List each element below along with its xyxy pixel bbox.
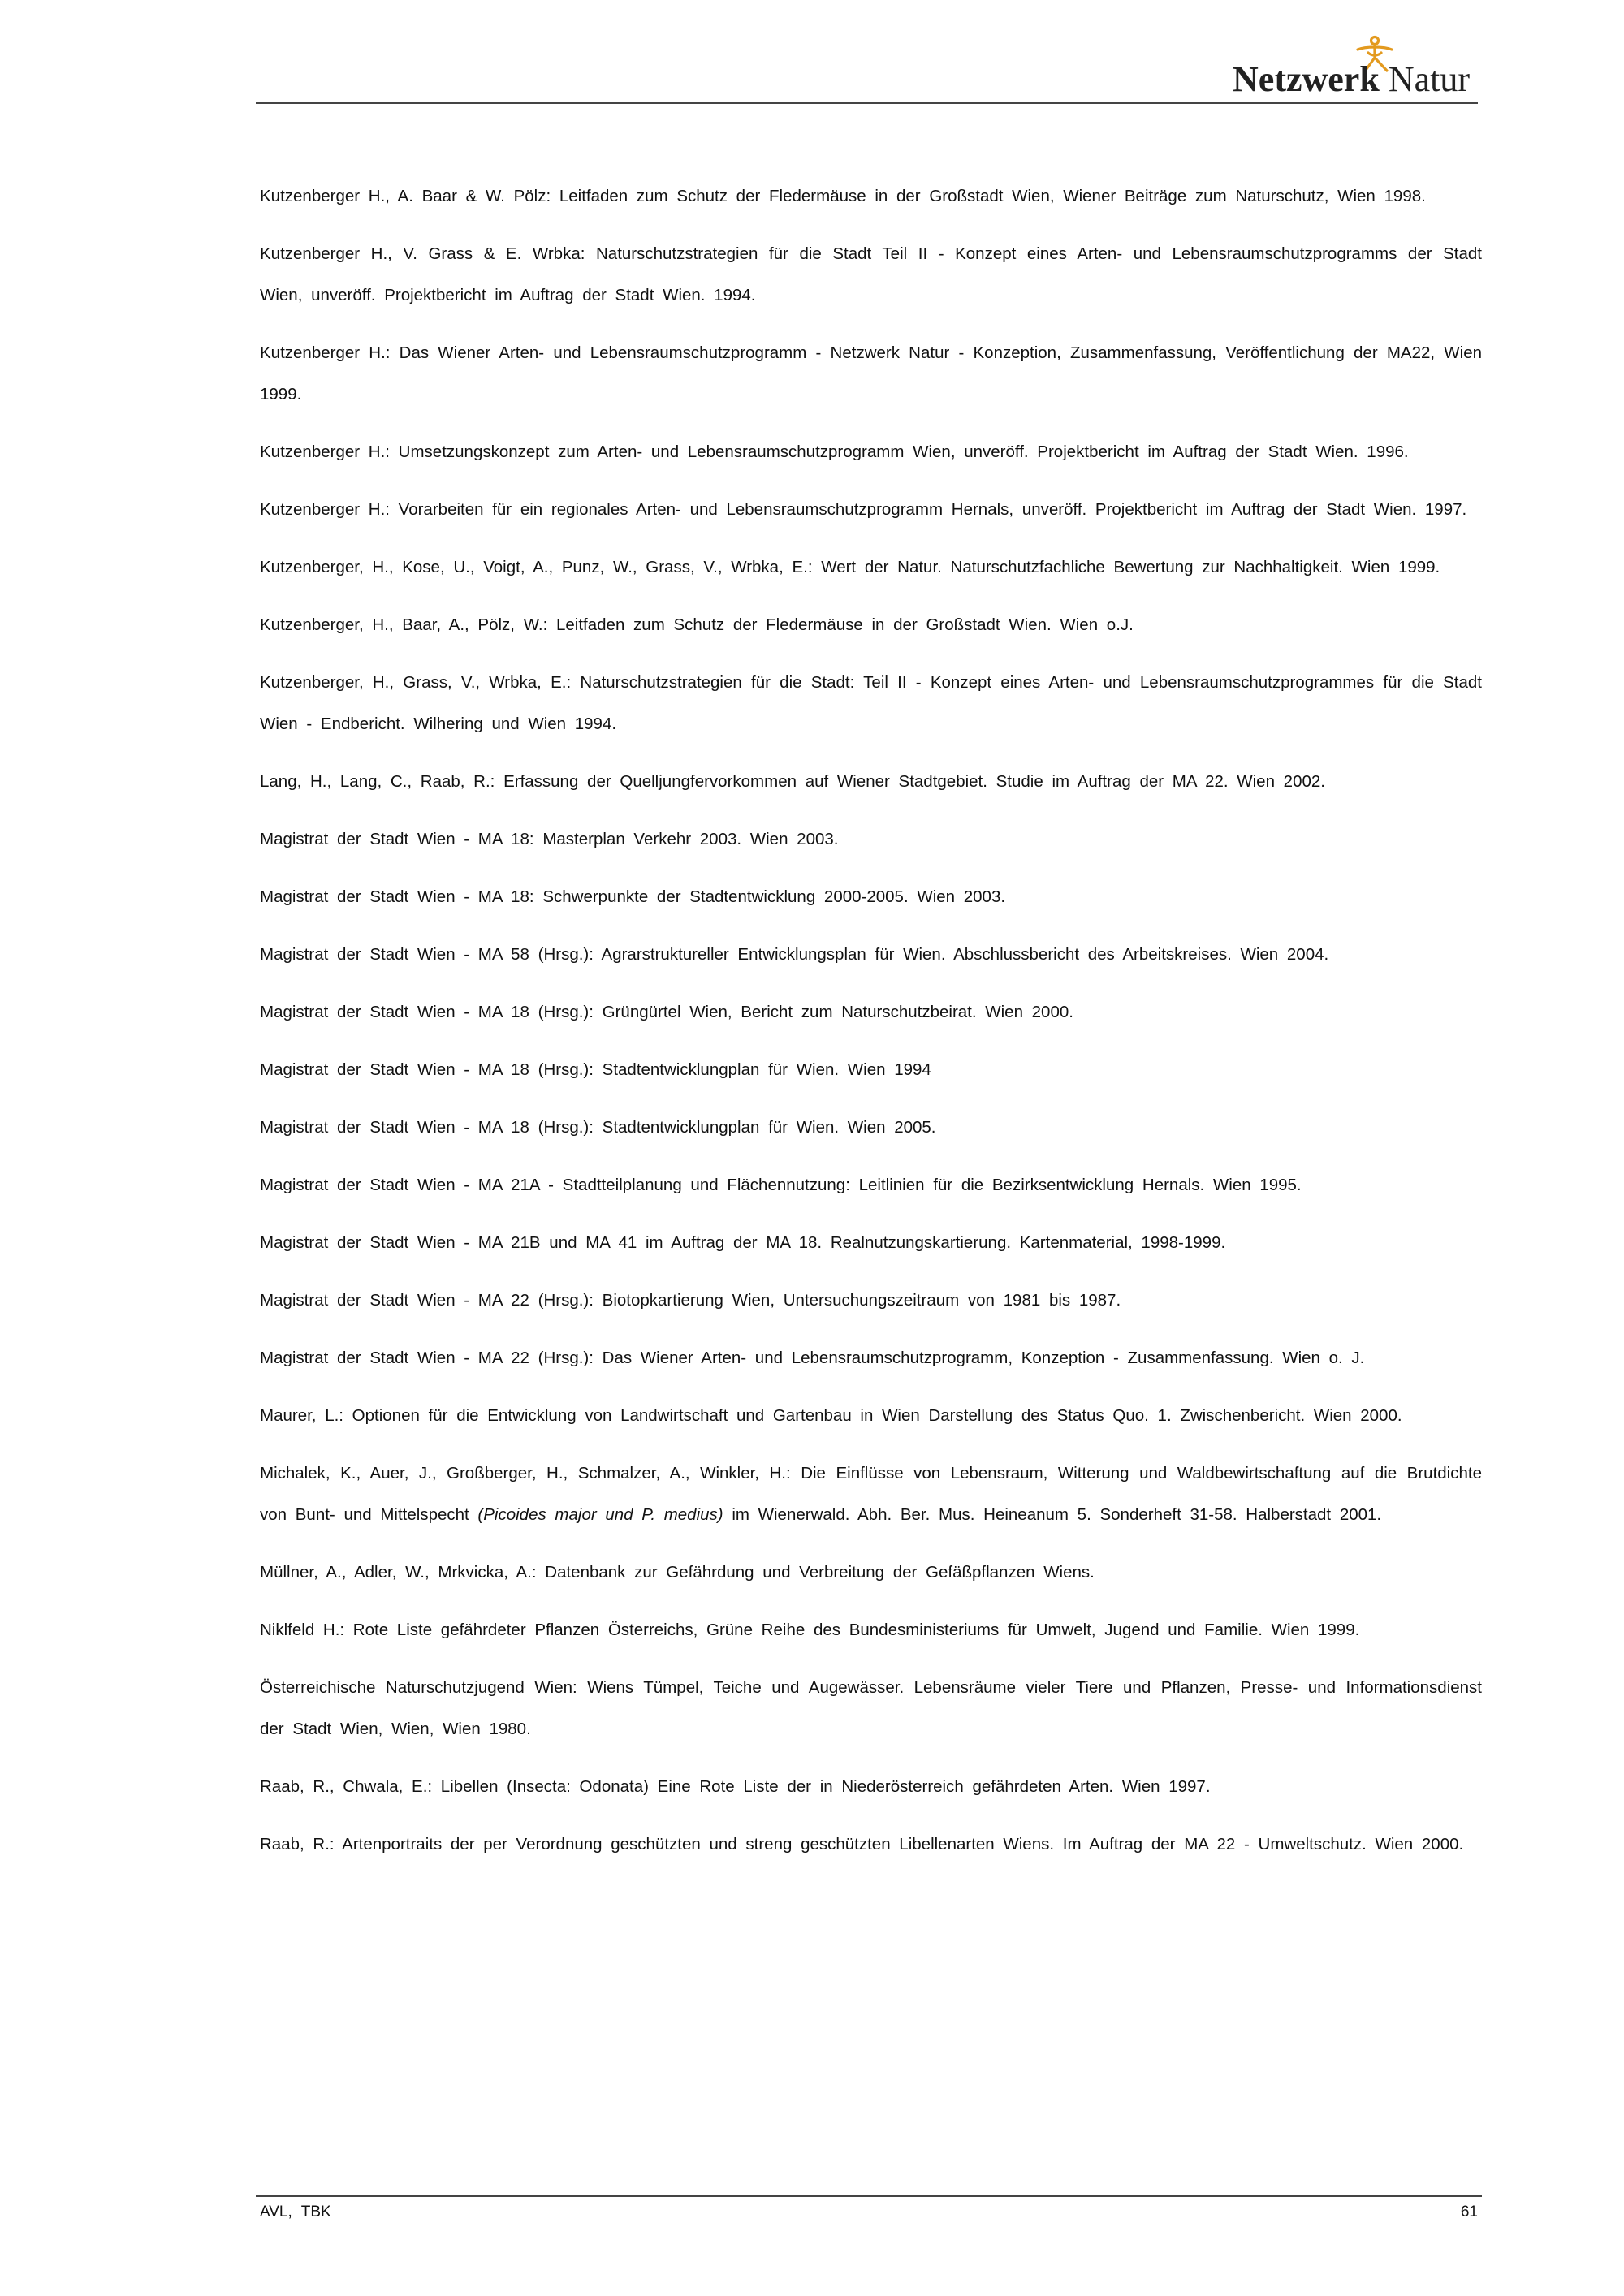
reference-text: Michalek, K., Auer, J., Großberger, H., Schmalzer, A., Winkler, H.: Die Einflüsse von Lebensraum, Witterung und Waldbewirtschaftung auf die Brutdichte von Bunt- und Mittelspecht [260, 1464, 1482, 1524]
page-header [256, 32, 1478, 104]
logo-text [1233, 59, 1470, 99]
footer-divider [256, 2195, 1482, 2197]
reference-entry: Maurer, L.: Optionen für die Entwicklung von Landwirtschaft und Gartenbau in Wien Darstellung des Status Quo. 1. Zwischenbericht. Wien 2000. [260, 1406, 1402, 1425]
reference-entry: Kutzenberger, H., Grass, V., Wrbka, E.: Naturschutzstrategien für die Stadt: Teil II - Konzept eines Arten- und Lebensraumschutzprogrammes für die Stadt Wien - Endbericht. Wilhering und Wien 1994. [260, 673, 1482, 733]
reference-entry: Niklfeld H.: Rote Liste gefährdeter Pflanzen Österreichs, Grüne Reihe des Bundesministeriums für Umwelt, Jugend und Familie. Wien 1999. [260, 1621, 1360, 1639]
reference-entry: Kutzenberger, H., Baar, A., Pölz, W.: Leitfaden zum Schutz der Fledermäuse in der Großstadt Wien. Wien o.J. [260, 615, 1134, 634]
reference-entry: Kutzenberger H., V. Grass & E. Wrbka: Naturschutzstrategien für die Stadt Teil II - Konzept eines Arten- und Lebensraumschutzprogramms der Stadt Wien, unveröff. Projektbericht im Auftrag der Stadt Wien. 1994. [260, 244, 1482, 304]
reference-entry: Raab, R.: Artenportraits der per Verordnung geschützten und streng geschützten Libellenarten Wiens. Im Auftrag der MA 22 - Umweltschutz. Wien 2000. [260, 1835, 1464, 1854]
footer-authors: AVL, TBK [260, 2203, 331, 2220]
reference-entry: Magistrat der Stadt Wien - MA 58 (Hrsg.): Agrarstruktureller Entwicklungsplan für Wien. Abschlussbericht des Arbeitskreises. Wien 2004. [260, 945, 1329, 964]
reference-entry: Müllner, A., Adler, W., Mrkvicka, A.: Datenbank zur Gefährdung und Verbreitung der Gefäßpflanzen Wiens. [260, 1563, 1095, 1582]
reference-entry: Kutzenberger H.: Umsetzungskonzept zum Arten- und Lebensraumschutzprogramm Wien, unveröff. Projektbericht im Auftrag der Stadt Wien. 1996. [260, 442, 1409, 461]
reference-entry: Magistrat der Stadt Wien - MA 18: Masterplan Verkehr 2003. Wien 2003. [260, 830, 839, 848]
page-number: 61 [1460, 2203, 1478, 2220]
reference-entry [260, 1452, 1482, 1535]
reference-species-italic: (Picoides major und P. medius) [477, 1505, 723, 1524]
reference-entry: Magistrat der Stadt Wien - MA 21A - Stadtteilplanung und Flächennutzung: Leitlinien für die Bezirksentwicklung Hernals. Wien 1995. [260, 1176, 1302, 1194]
reference-entry: Österreichische Naturschutzjugend Wien: Wiens Tümpel, Teiche und Augewässer. Lebensräume vieler Tiere und Pflanzen, Presse- und Informationsdienst der Stadt Wien, Wien, Wien 1980. [260, 1678, 1482, 1738]
reference-entry: Magistrat der Stadt Wien - MA 18 (Hrsg.): Stadtentwicklungplan für Wien. Wien 2005. [260, 1118, 936, 1137]
logo-word-netzwerk: Netzwerk [1233, 59, 1380, 99]
reference-entry: Magistrat der Stadt Wien - MA 18: Schwerpunkte der Stadtentwicklung 2000-2005. Wien 2003. [260, 887, 1006, 906]
reference-entry: Magistrat der Stadt Wien - MA 21B und MA 41 im Auftrag der MA 18. Realnutzungskartierung. Kartenmaterial, 1998-1999. [260, 1233, 1226, 1252]
reference-entry: Lang, H., Lang, C., Raab, R.: Erfassung der Quelljungfervorkommen auf Wiener Stadtgebiet. Studie im Auftrag der MA 22. Wien 2002. [260, 772, 1325, 791]
header-divider [256, 102, 1478, 104]
reference-entry: Kutzenberger, H., Kose, U., Voigt, A., Punz, W., Grass, V., Wrbka, E.: Wert der Natur. Naturschutzfachliche Bewertung zur Nachhaltigkeit. Wien 1999. [260, 558, 1440, 576]
reference-text: im Wienerwald. Abh. Ber. Mus. Heineanum 5. Sonderheft 31-58. Halberstadt 2001. [723, 1505, 1382, 1524]
reference-entry: Magistrat der Stadt Wien - MA 18 (Hrsg.): Grüngürtel Wien, Bericht zum Naturschutzbeirat. Wien 2000. [260, 1003, 1073, 1021]
reference-list [260, 175, 1482, 1881]
reference-entry: Magistrat der Stadt Wien - MA 22 (Hrsg.): Das Wiener Arten- und Lebensraumschutzprogramm, Konzeption - Zusammenfassung. Wien o. J. [260, 1349, 1365, 1367]
reference-entry: Kutzenberger H.: Vorarbeiten für ein regionales Arten- und Lebensraumschutzprogramm Hernals, unveröff. Projektbericht im Auftrag der Stadt Wien. 1997. [260, 500, 1467, 519]
logo [1210, 37, 1470, 97]
reference-entry: Kutzenberger H., A. Baar & W. Pölz: Leitfaden zum Schutz der Fledermäuse in der Großstadt Wien, Wiener Beiträge zum Naturschutz, Wien 1998. [260, 187, 1426, 205]
reference-entry: Raab, R., Chwala, E.: Libellen (Insecta: Odonata) Eine Rote Liste der in Niederösterreich gefährdeten Arten. Wien 1997. [260, 1777, 1211, 1796]
reference-entry: Magistrat der Stadt Wien - MA 22 (Hrsg.): Biotopkartierung Wien, Untersuchungszeitraum von 1981 bis 1987. [260, 1291, 1121, 1310]
reference-entry: Magistrat der Stadt Wien - MA 18 (Hrsg.): Stadtentwicklungplan für Wien. Wien 1994 [260, 1060, 931, 1079]
logo-word-natur: Natur [1388, 59, 1470, 99]
reference-entry: Kutzenberger H.: Das Wiener Arten- und Lebensraumschutzprogramm - Netzwerk Natur - Konzeption, Zusammenfassung, Veröffentlichung der MA22, Wien 1999. [260, 343, 1482, 404]
